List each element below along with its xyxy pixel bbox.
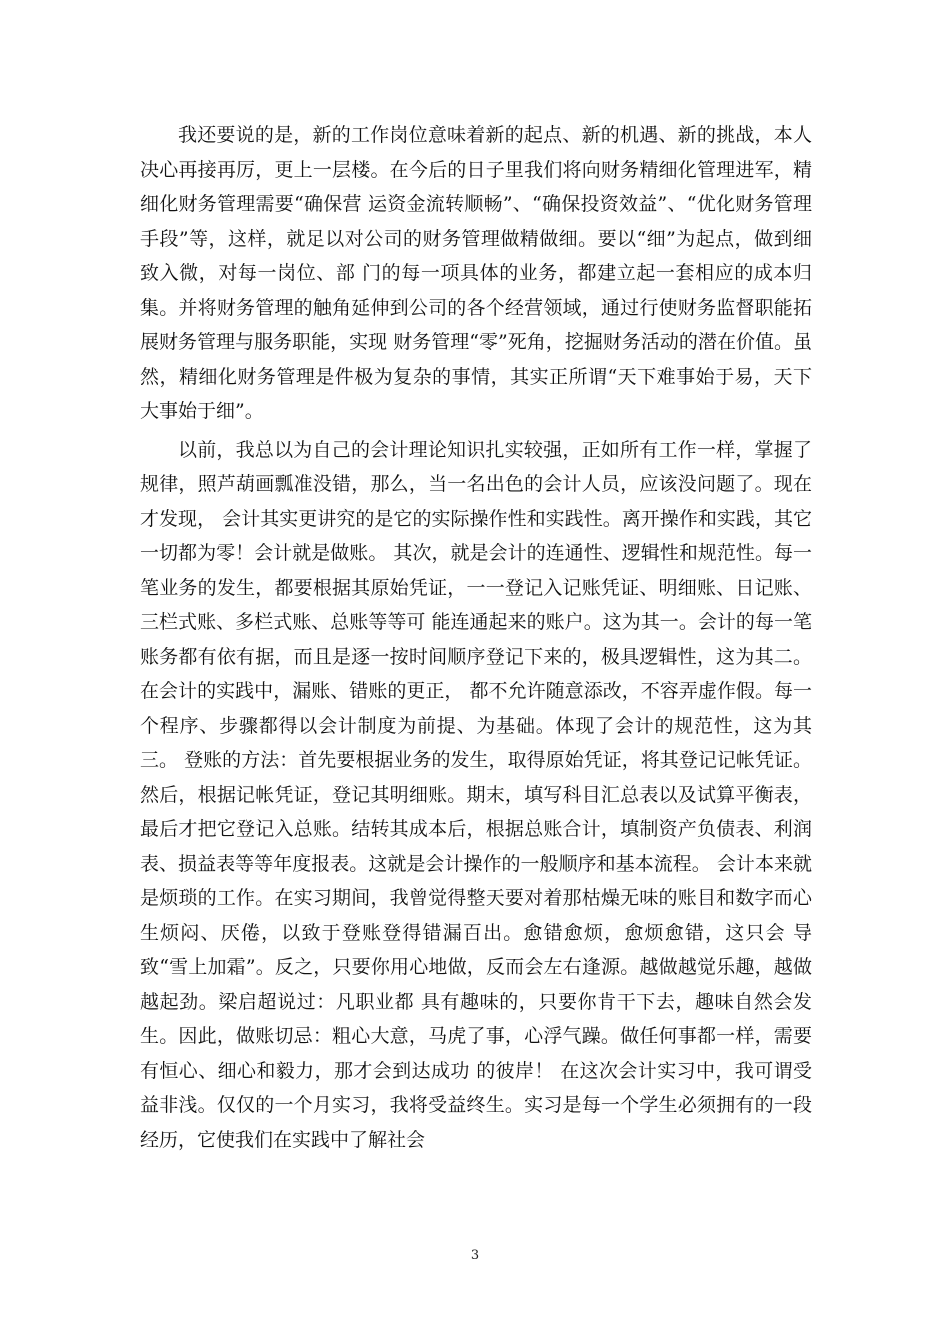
body-text	[140, 118, 812, 1161]
page-number: 3	[470, 1248, 480, 1263]
paragraph-2: 以前，我总以为自己的会计理论知识扎实较强，正如所有工作一样，掌握了规律，照芦葫画瓢准没错，那么，当一名出色的会计人员，应该没问题了。现在才发现， 会计其实更讲究的是它的实际操作性和实践性。离开操作和实践，其它一切都为零！会计就是做账。 其次，就是会计的连通性、逻辑性和规范性。每一笔业务的发生，都要根据其原始凭证，一一登记入记账凭证、明细账、日记账、三栏式账、多栏式账、总账等等可 能连通起来的账户。这为其一。会计的每一笔账务都有依有据，而且是逐一按时间顺序登记下来的，极具逻辑性，这为其二。在会计的实践中，漏账、错账的更正， 都不允许随意添改，不容弄虚作假。每一个程序、步骤都得以会计制度为前提、为基础。体现了会计的规范性，这为其三。 登账的方法：首先要根据业务的发生，取得原始凭证，将其登记记帐凭证。然后，根据记帐凭证，登记其明细账。期末，填写科目汇总表以及试算平衡表，最后才把它登记入总账。结转其成本后，根据总账合计，填制资产负债表、利润表、损益表等等年度报表。这就是会计操作的一般顺序和基本流程。 会计本来就是烦琐的工作。在实习期间，我曾觉得整天要对着那枯燥无味的账目和数字而心生烦闷、厌倦，以致于登账登得错漏百出。愈错愈烦，愈烦愈错，这只会 导致“雪上加霜”。反之，只要你用心地做，反而会左右逢源。越做越觉乐趣，越做越起劲。梁启超说过：凡职业都 具有趣味的，只要你肯干下去，趣味自然会发生。因此，做账切忌：粗心大意，马虎了事，心浮气躁。做任何事都一样，需要有恒心、细心和毅力，那才会到达成功 的彼岸！ 在这次会计实习中，我可谓受益非浅。仅仅的一个月实习，我将受益终生。实习是每一个学生必须拥有的一段经历，它使我们在实践中了解社会	[140, 438, 812, 1151]
paragraph-1: 我还要说的是，新的工作岗位意味着新的起点、新的机遇、新的挑战，本人决心再接再厉，更上一层楼。在今后的日子里我们将向财务精细化管理进军，精细化财务管理需要“确保营 运资金流转顺畅”、“确保投资效益”、“优化财务管理手段”等，这样，就足以对公司的财务管理做精做细。要以“细”为起点，做到细致入微，对每一岗位、部 门的每一项具体的业务，都建立起一套相应的成本归集。并将财务管理的触角延伸到公司的各个经营领域，通过行使财务监督职能拓展财务管理与服务职能，实现 财务管理“零”死角，挖掘财务活动的潜在价值。虽然，精细化财务管理是件极为复杂的事情，其实正所谓“天下难事始于易，天下大事始于细”。	[140, 124, 812, 422]
